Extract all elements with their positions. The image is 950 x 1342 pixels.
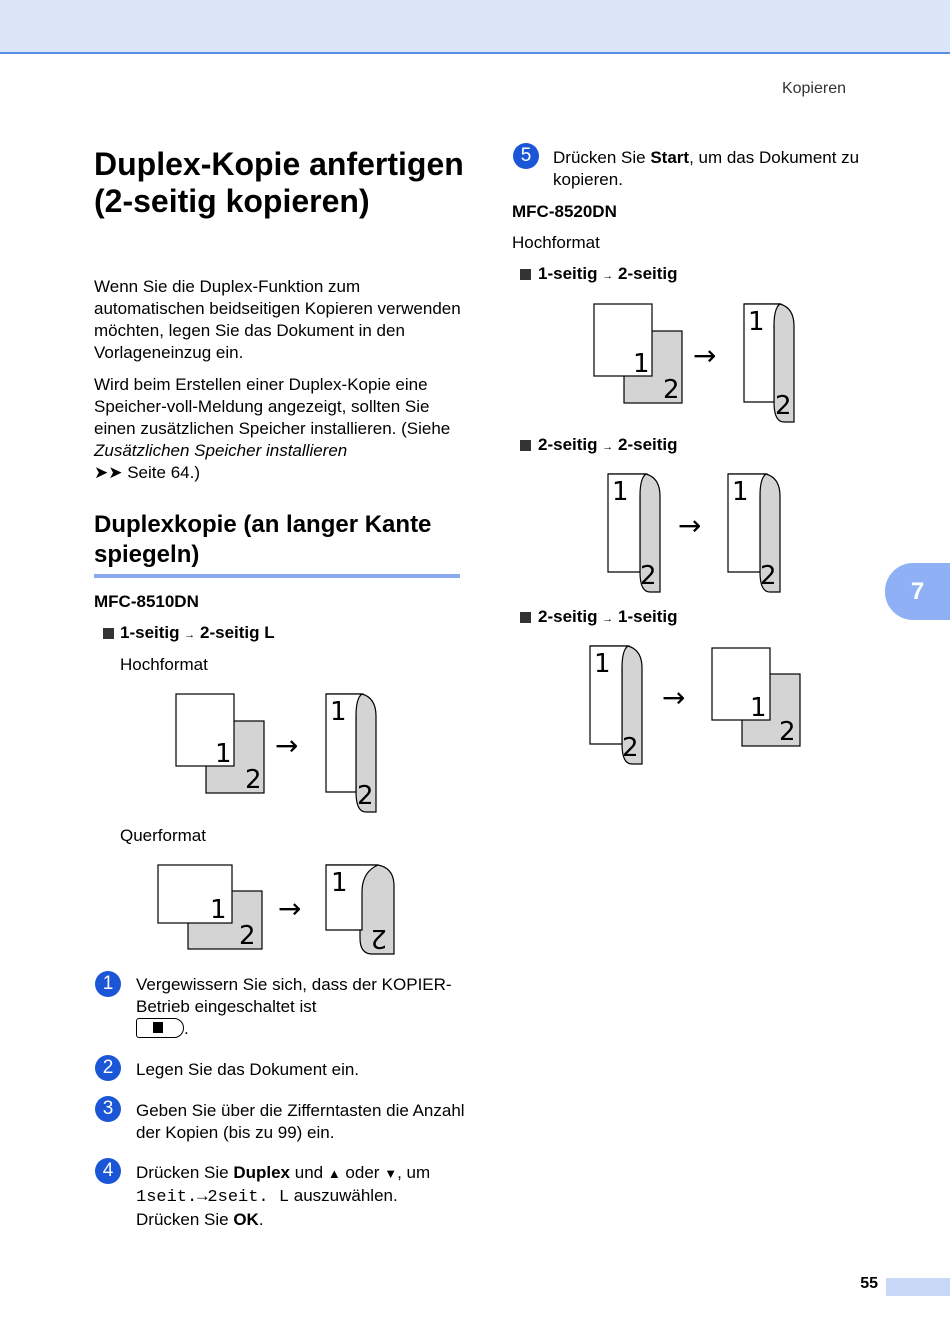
page-number: 55 bbox=[860, 1275, 878, 1292]
page-number-1: 1 bbox=[732, 477, 749, 507]
section-title: Duplexkopie (an langer Kante spiegeln) bbox=[94, 511, 432, 568]
intro-paragraph-2 bbox=[94, 374, 474, 484]
step-5-text bbox=[553, 147, 873, 191]
step-1-marker: 1 bbox=[95, 971, 121, 997]
step-4-text bbox=[136, 1162, 476, 1231]
arrow-icon: → bbox=[678, 509, 702, 542]
landscape-label: Querformat bbox=[120, 826, 206, 845]
step-4-t2: und bbox=[290, 1163, 328, 1182]
page-reference: Seite 64.) bbox=[122, 463, 200, 482]
page-number-2: 2 bbox=[663, 375, 680, 405]
two-to-two-sided-diagram bbox=[600, 468, 790, 600]
duplex-key-label: Duplex bbox=[233, 1163, 291, 1182]
option-arrow: → bbox=[602, 613, 614, 625]
step-4-t6: Drücken Sie bbox=[136, 1210, 234, 1229]
option-arrow: → bbox=[602, 270, 614, 282]
option-from: 2-seitig bbox=[538, 435, 598, 454]
intro-paragraph-1: Wenn Sie die Duplex-Funktion zum automatischen beidseitigen Kopieren verwenden möchten, legen Sie das Dokument in den Vorlageneinzug ein. bbox=[94, 277, 461, 362]
page-number-2-rotated: 2 bbox=[370, 923, 387, 953]
page-number-2: 2 bbox=[622, 733, 639, 763]
option-from: 1-seitig bbox=[538, 264, 598, 283]
step-1-text bbox=[136, 974, 466, 1040]
option-to: 2-seitig bbox=[618, 264, 678, 283]
page-number-1: 1 bbox=[750, 693, 767, 723]
option-to: 2-seitig L bbox=[200, 623, 275, 642]
copy-mode-key-icon bbox=[136, 1018, 184, 1038]
page-number-2: 2 bbox=[357, 781, 374, 811]
page-number-2: 2 bbox=[245, 765, 262, 795]
option-arrow: → bbox=[602, 441, 614, 453]
bullet-icon bbox=[520, 269, 531, 280]
two-to-one-sided-diagram bbox=[582, 640, 807, 772]
page-number-2: 2 bbox=[775, 391, 792, 421]
step-4-t4: , um bbox=[397, 1163, 431, 1182]
top-header-band bbox=[0, 0, 950, 54]
portrait-label: Hochformat bbox=[120, 655, 208, 674]
page-number-2: 2 bbox=[640, 561, 657, 591]
step-2-text: Legen Sie das Dokument ein. bbox=[136, 1060, 360, 1079]
option-label bbox=[120, 622, 275, 646]
model-label-right: MFC-8520DN bbox=[512, 202, 617, 221]
chapter-tab[interactable]: 7 bbox=[885, 563, 950, 620]
page-number-2: 2 bbox=[779, 717, 796, 747]
step-5-t2: , um das Dokument zu kopieren. bbox=[553, 148, 860, 189]
model-label-left: MFC-8510DN bbox=[94, 592, 199, 611]
arrow-icon: → bbox=[662, 681, 686, 714]
ok-key-label: OK bbox=[233, 1210, 259, 1229]
step-5-marker: 5 bbox=[513, 143, 539, 169]
one-to-two-sided-diagram bbox=[588, 298, 803, 430]
step-4-t1: Drücken Sie bbox=[136, 1163, 234, 1182]
up-arrow-icon: ▲ bbox=[327, 1166, 341, 1181]
section-rule bbox=[94, 574, 460, 578]
cross-reference-link[interactable]: Zusätzlichen Speicher installieren bbox=[94, 441, 348, 460]
lcd-option-text: 1seit.→2seit. L bbox=[136, 1188, 290, 1207]
step-1-text-body: Vergewissern Sie sich, dass der KOPIER-Betrieb eingeschaltet ist bbox=[136, 975, 452, 1016]
step-4-t3: oder bbox=[340, 1163, 385, 1182]
arrow-icon: → bbox=[278, 892, 302, 925]
page-number-1: 1 bbox=[330, 697, 347, 727]
page-number-1: 1 bbox=[331, 868, 348, 898]
page-number-2: 2 bbox=[760, 561, 777, 591]
bullet-icon bbox=[103, 628, 114, 639]
landscape-duplex-diagram bbox=[150, 858, 405, 960]
arrow-icon: → bbox=[275, 729, 299, 762]
down-arrow-icon: ▼ bbox=[384, 1166, 398, 1181]
option-from: 1-seitig bbox=[120, 623, 180, 642]
bullet-icon bbox=[520, 440, 531, 451]
step-4-t5: auszuwählen. bbox=[289, 1186, 398, 1205]
page-number-1: 1 bbox=[612, 477, 629, 507]
page-number-1: 1 bbox=[633, 349, 650, 379]
portrait-duplex-diagram bbox=[170, 688, 385, 820]
start-key-label: Start bbox=[650, 148, 690, 167]
intro-text: Wird beim Erstellen einer Duplex-Kopie eine Speicher-voll-Meldung angezeigt, sollten Sie einen zusätzlichen Speicher installieren. (Siehe bbox=[94, 375, 451, 438]
page-number-bar bbox=[886, 1278, 950, 1296]
page-number-1: 1 bbox=[210, 895, 227, 925]
right-option-1 bbox=[538, 263, 678, 287]
option-to: 1-seitig bbox=[618, 607, 678, 626]
step-3-marker: 3 bbox=[95, 1096, 121, 1122]
step-3-text: Geben Sie über die Zifferntasten die Anzahl der Kopien (bis zu 99) ein. bbox=[136, 1101, 465, 1142]
right-option-2 bbox=[538, 434, 678, 458]
page-number-1: 1 bbox=[748, 307, 765, 337]
step-4-marker: 4 bbox=[95, 1158, 121, 1184]
option-from: 2-seitig bbox=[538, 607, 598, 626]
arrow-icon: → bbox=[693, 339, 717, 372]
running-header: Kopieren bbox=[781, 80, 846, 97]
step-1-suffix: . bbox=[184, 1019, 189, 1038]
option-to: 2-seitig bbox=[618, 435, 678, 454]
page-title: Duplex-Kopie anfertigen (2-seitig kopieren) bbox=[94, 146, 464, 219]
page-number-1: 1 bbox=[594, 649, 611, 679]
bullet-icon bbox=[520, 612, 531, 623]
right-portrait-label: Hochformat bbox=[512, 233, 600, 252]
page-number-1: 1 bbox=[215, 739, 232, 769]
option-arrow: → bbox=[184, 629, 196, 641]
step-2-marker: 2 bbox=[95, 1055, 121, 1081]
cross-reference-arrows: ➤➤ bbox=[94, 463, 123, 482]
step-5-t1: Drücken Sie bbox=[553, 148, 651, 167]
right-option-3 bbox=[538, 606, 678, 630]
step-4-t7: . bbox=[258, 1210, 264, 1229]
page-number-2: 2 bbox=[239, 921, 256, 951]
